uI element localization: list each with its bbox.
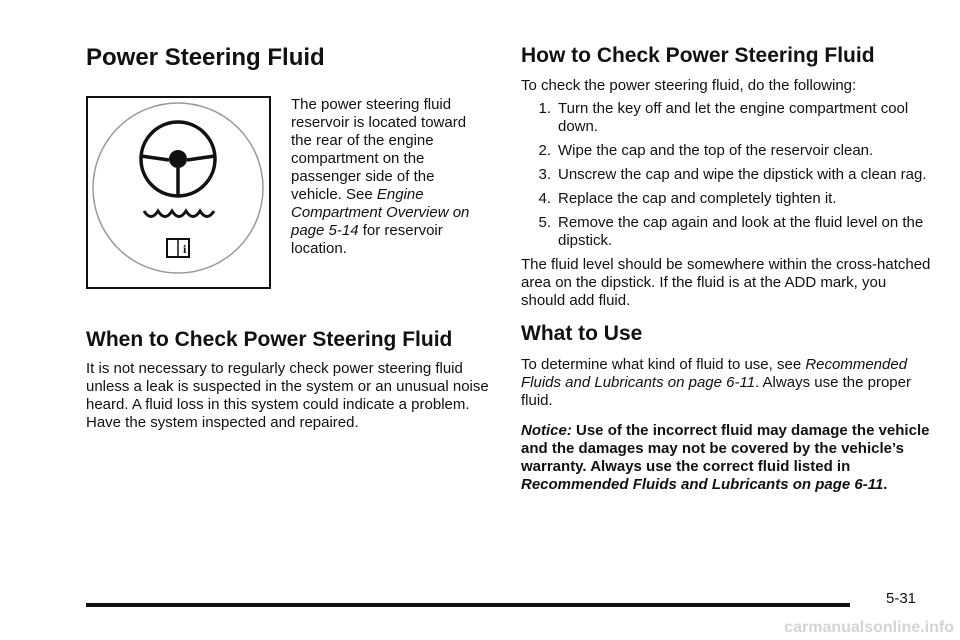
watermark: carmanualsonline.info xyxy=(784,619,954,636)
list-item: 2. Wipe the cap and the top of the reservoir clean. xyxy=(538,142,874,159)
list-item: 4. Replace the cap and completely tighten it. xyxy=(538,190,837,207)
right-column xyxy=(521,42,933,494)
when-to-check-body: It is not necessary to regularly check power steering fluid unless a leak is suspected in the system or an unusual noise heard. A fluid loss in this system could indicate a problem. Have the system inspected and repaired. xyxy=(86,360,489,431)
left-column xyxy=(86,42,494,432)
what-to-use-paragraph: To determine what kind of fluid to use, see Recommended Fluids and Lubricants on page 6-11. Always use the proper fluid. xyxy=(521,356,911,409)
owner-manual-icon xyxy=(167,239,189,257)
steering-wheel-fluid-icon xyxy=(88,98,269,287)
engine-compartment-link[interactable]: Engine Compartment Overview on page 5-14 xyxy=(291,186,470,239)
footer-rule xyxy=(86,603,850,607)
figure-caption: The power steering fluid reservoir is located toward the rear of the engine compartment on the passenger side of the vehicle. See Engine Compartment Overview on page 5-14 for reservoir location. xyxy=(291,96,470,257)
page-title: Power Steering Fluid xyxy=(86,44,325,71)
list-item: 1. Turn the key off and let the engine compartment cool down. xyxy=(538,100,909,135)
notice-paragraph: Notice: Use of the incorrect fluid may damage the vehicle and the damages may not be covered by the vehicle’s warranty. Always use the correct fluid listed in Recommended Fluids and Lubricants on page 6-11. xyxy=(521,422,930,493)
check-steps-list xyxy=(521,100,933,250)
list-item: 5. Remove the cap again and look at the fluid level on the dipstick. xyxy=(538,214,924,249)
what-to-use-heading: What to Use xyxy=(521,322,643,345)
figure-row xyxy=(86,96,494,293)
when-to-check-heading: When to Check Power Steering Fluid xyxy=(86,328,453,351)
notice-recommended-fluids-link[interactable]: Recommended Fluids and Lubricants on page 6-11 xyxy=(521,476,884,493)
notice-label: Notice: xyxy=(521,422,572,439)
how-to-check-intro: To check the power steering fluid, do the following: xyxy=(521,77,857,94)
fluid-level-paragraph: The fluid level should be somewhere within the cross-hatched area on the dipstick. If the fluid is at the ADD mark, you should add fluid. xyxy=(521,256,931,309)
how-to-check-heading: How to Check Power Steering Fluid xyxy=(521,44,875,67)
recommended-fluids-link[interactable]: Recommended Fluids and Lubricants on page 6-11 xyxy=(521,356,908,391)
list-item: 3. Unscrew the cap and wipe the dipstick with a clean rag. xyxy=(538,166,927,183)
page-number: 5-31 xyxy=(886,590,917,607)
svg-text:i: i xyxy=(183,242,187,256)
power-steering-symbol-figure xyxy=(86,96,271,289)
